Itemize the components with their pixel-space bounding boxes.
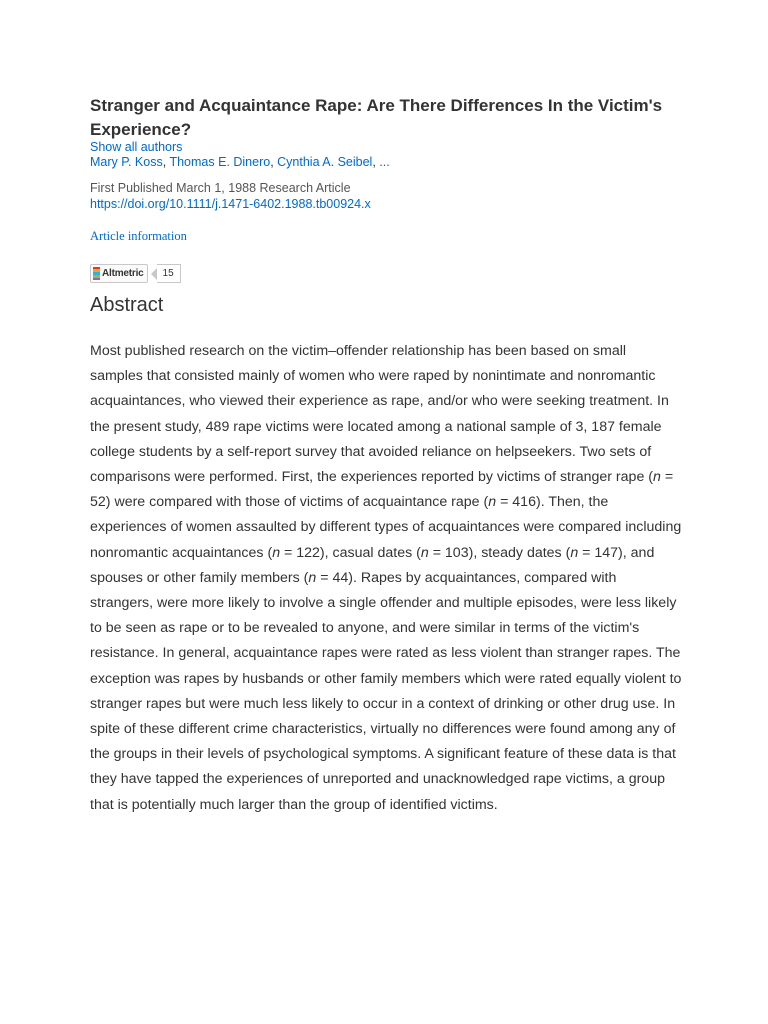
abstract-segment: = 103), steady dates ( [428,544,571,561]
altmetric-badge[interactable] [90,264,181,283]
article-title: Stranger and Acquaintance Rape: Are There Differences In the Victim's Experience? [90,96,663,139]
publication-info: First Published March 1, 1988 Research Article [90,181,351,195]
author-link[interactable]: Thomas E. Dinero [169,155,271,169]
sample-size-symbol: n [653,469,661,486]
sample-size-symbol: n [308,569,317,586]
abstract-segment: = 416). Then, the experiences of women assaulted by different types of acquaintances were compared including nonromantic acquaintances ( [90,494,682,561]
abstract-segment: Most published research on the victim–offender relationship has been based on small samples that consisted mainly of women who were raped by nonintimate and nonromantic acquaintances, who viewed their experience as rape, and/or who were seeking treatment. In the present study, 489 rape victims were located among a national sample of 3, 187 female college students by a self-report survey that avoided reliance on helpseekers. Two sets of comparisons were performed. First, the experiences reported by victims of stranger rape ( [90,343,669,486]
altmetric-donut-icon [93,267,100,281]
altmetric-donut-segment [93,278,100,281]
author-separator: , [162,155,170,169]
abstract-segment: = 122), casual dates ( [280,544,421,561]
altmetric-logo [90,264,148,283]
abstract-segment: = 147), and spouses or other family members ( [90,544,655,586]
altmetric-label: Altmetric [102,268,144,279]
abstract-segment: = 44). Rapes by acquaintances, compared with strangers, were more likely to involve a single offender and multiple episodes, were less likely to be seen as rape or to be revealed to anyone, and were similar in terms of the victim's resistance. In general, acquaintance rapes were rated as less violent than stranger rapes. The exception was rapes by husbands or other family members which were rated equally violent to stranger rapes but were much less likely to occur in a context of drinking or other drug use. In spite of these different crime characteristics, virtually no differences were found among any of the groups in their levels of psychological symptoms. A significant feature of these data is that they have tapped the experiences of unreported and unacknowledged rape victims, a group that is potentially much larger than the group of identified victims. [90,569,682,813]
sample-size-symbol: n [570,544,579,561]
abstract-text [90,339,682,818]
sample-size-symbol: n [272,544,281,561]
abstract-segment: = 52) were compared with those of victims of acquaintance rape ( [90,469,674,511]
doi-link[interactable]: https://doi.org/10.1111/j.1471-6402.1988.tb00924.x [90,197,371,211]
article-information-link[interactable]: Article information [90,229,187,243]
altmetric-score: 15 [157,264,181,283]
author-separator: , [270,155,278,169]
show-all-authors-link[interactable]: Show all authors [90,140,183,154]
author-link[interactable]: Cynthia A. Seibel [277,155,373,169]
author-list [90,154,390,170]
sample-size-symbol: n [488,494,497,511]
more-authors-link[interactable]: ... [379,155,390,169]
author-separator: , [372,155,380,169]
abstract-heading: Abstract [90,294,164,316]
sample-size-symbol: n [420,544,429,561]
author-link[interactable]: Mary P. Koss [90,155,163,169]
